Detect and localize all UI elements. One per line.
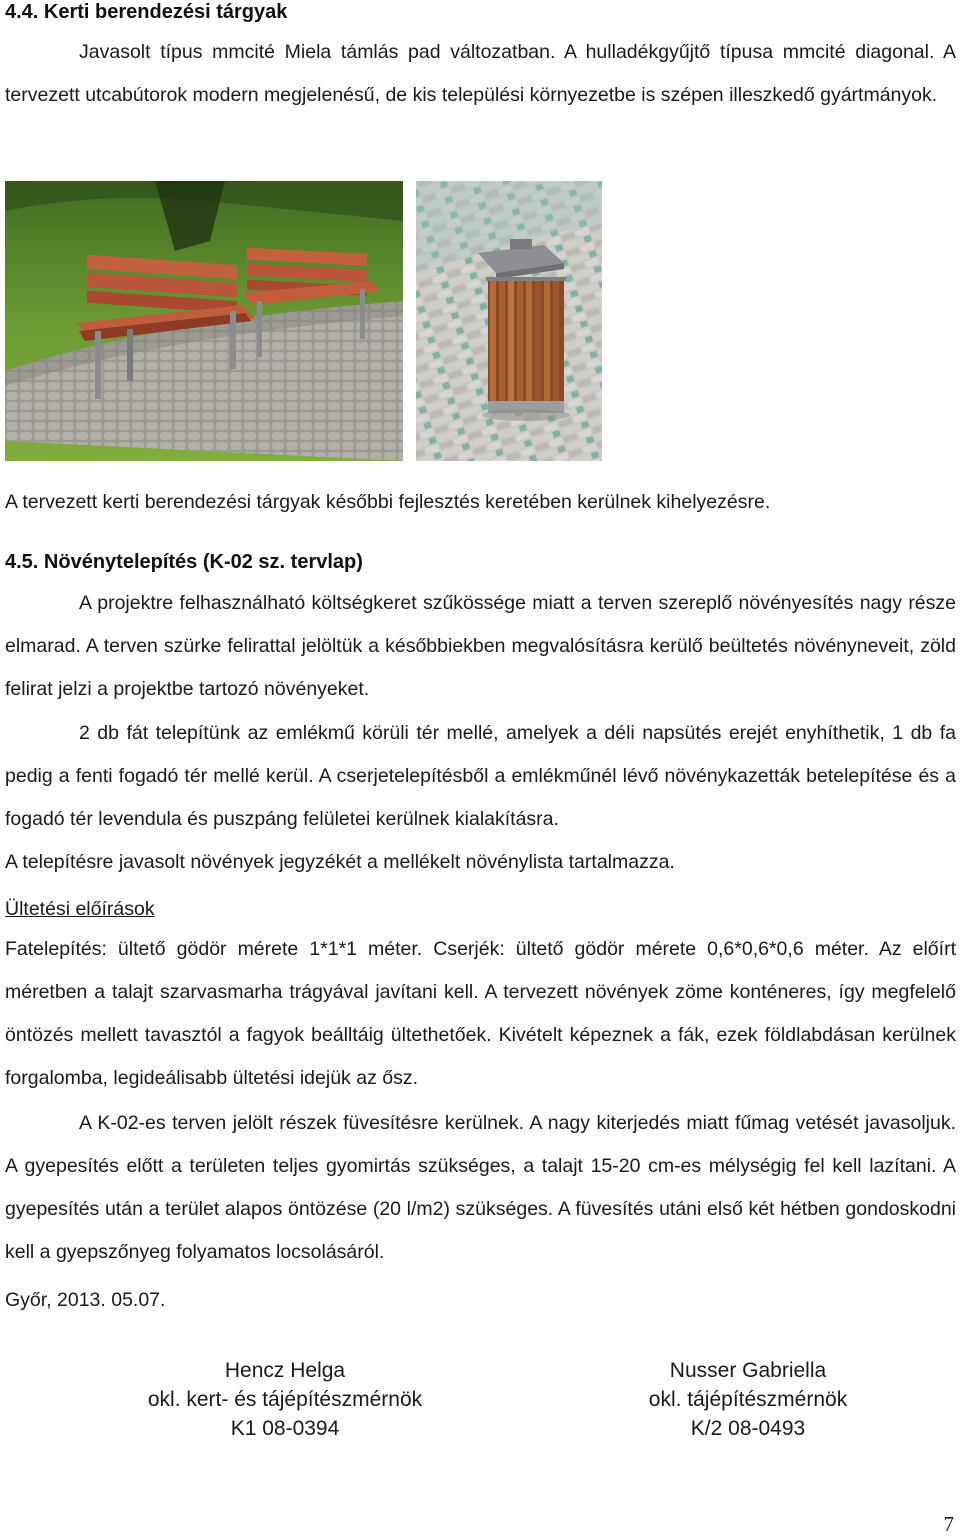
- paragraph-trees: 2 db fát telepítünk az emlékmű körüli tér mellé, amelyek a déli napsütés erejét enyhíthetik, 1 db fa pedig a fenti fogadó tér mellé kerül. A cserjetelepítésből a emlékműnél lévő növénykazetták betelepítése és a fogadó tér levendula és puszpáng felületei kerülnek kialakításra.: [5, 722, 956, 830]
- place-date: Győr, 2013. 05.07.: [5, 1289, 166, 1311]
- signer-id: K1 08-0394: [230, 1417, 340, 1440]
- section-heading-4-5: 4.5. Növénytelepítés (K-02 sz. tervlap): [5, 551, 363, 573]
- signature-block-left: [140, 1356, 430, 1443]
- signer-name: Nusser Gabriella: [669, 1359, 827, 1382]
- bin-photo: [416, 181, 602, 461]
- signer-title: okl. tájépítészmérnök: [648, 1388, 848, 1411]
- signer-name: Hencz Helga: [224, 1359, 346, 1382]
- signer-title: okl. kert- és tájépítészmérnök: [147, 1388, 423, 1411]
- signature-block-right: [610, 1356, 886, 1443]
- paragraph-furniture-types: Javasolt típus mmcité Miela támlás pad változatban. A hulladékgyűjtő típusa mmcité diagonal. A tervezett utcabútorok modern megjelenésű, de kis települési környezetbe is szépen illeszkedő gyártmányok.: [5, 41, 956, 106]
- section-heading-4-4: 4.4. Kerti berendezési tárgyak: [5, 1, 288, 23]
- paragraph-budget: A projektre felhasználható költségkeret szűkössége miatt a terven szereplő növényesítés nagy része elmarad. A terven szürke felirattal jelöltük a későbbiekben megvalósításra kerülő beültetés növényneveit, zöld felirat jelzi a projektbe tartozó növényeket.: [5, 592, 956, 700]
- paragraph-future-placement: A tervezett kerti berendezési tárgyak későbbi fejlesztés keretében kerülnek kihelyezésre.: [5, 491, 771, 513]
- paragraph-plant-list: A telepítésre javasolt növények jegyzékét a mellékelt növénylista tartalmazza.: [5, 851, 675, 873]
- paragraph-lawn: A K-02-es terven jelölt részek füvesítésre kerülnek. A nagy kiterjedés miatt fűmag vetését javasoljuk. A gyepesítés előtt a területen teljes gyomirtás szükséges, a talajt 15-20 cm-es mélységig fel kell lazítani. A gyepesítés után a terület alapos öntözése (20 l/m2) szükséges. A füvesítés utáni első két hétben gondoskodni kell a gyepszőnyeg folyamatos locsolásáról.: [5, 1112, 956, 1263]
- subheading-planting-rules: Ültetési előírások: [5, 898, 155, 920]
- bench-photo: [5, 181, 403, 461]
- paragraph-planting-rules: Fatelepítés: ültető gödör mérete 1*1*1 méter. Cserjék: ültető gödör mérete 0,6*0,6*0,6 méter. Az előírt méretben a talajt szarvasmarha trágyával javítani kell. A tervezett növények zöme konténeres, így megfelelő öntözés mellett tavasztól a fagyok beálltáig ültethetőek. Kivételt képeznek a fák, ezek földlabdásan kerülnek forgalomba, legideálisabb ültetési idejük az ősz.: [5, 938, 956, 1089]
- page-number: 7: [943, 1512, 954, 1536]
- signer-id: K/2 08-0493: [690, 1417, 806, 1440]
